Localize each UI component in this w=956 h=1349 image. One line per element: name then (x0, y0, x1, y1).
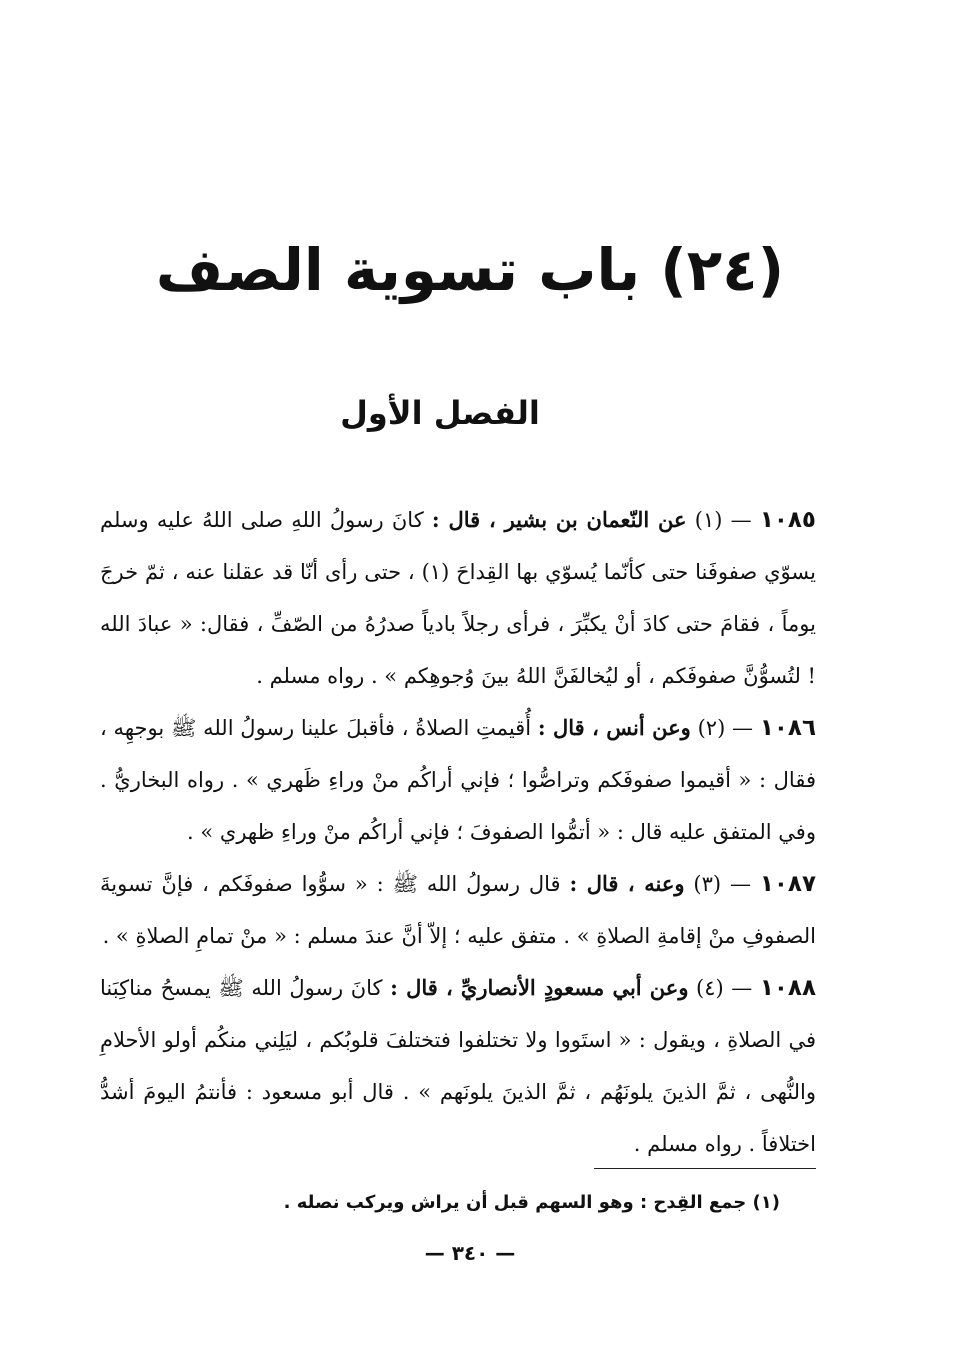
hadith-paragraph (100, 962, 816, 1170)
hadith-paragraph (100, 494, 816, 702)
hadith-text: قال رسولُ الله ﷺ : « سوُّوا صفوفَكم ، فإنَّ تسويةَ الصفوفِ منْ إقامةِ الصلاةِ » . متفق عليه ؛ إلاّ أنَّ عندَ مسلم : « منْ تمامِ الصلاةِ » . (100, 872, 816, 948)
section-title: الفصل الأول (340, 394, 540, 432)
hadith-reference: — (٤) (696, 976, 753, 1000)
hadith-paragraph (100, 858, 816, 962)
hadith-reference: — (٣) (693, 872, 751, 896)
hadith-number: ١٠٨٨ (759, 975, 816, 1001)
hadith-number: ١٠٨٦ (759, 715, 816, 741)
footnote-divider (594, 1168, 816, 1169)
chapter-title: (٢٤) باب تسوية الصف (155, 236, 785, 304)
hadith-list (100, 494, 816, 1170)
hadith-reference: — (٢) (697, 716, 754, 740)
hadith-narrator: وعن أنس ، قال : (537, 715, 691, 740)
hadith-text: كانَ رسولُ اللهِ صلى اللهُ عليه وسلم يسوّي صفوفَنا حتى كأنّما يُسوّي بها القِداحَ (١) ، حتى رأى أنّا قد عقلنا عنه ، ثمّ خرجَ يوماً ، فقامَ حتى كادَ أنْ يكبِّرَ ، فرأى رجلاً بادياً صدرُهُ من الصّفِّ ، فقال: « عبادَ الله ! لتُسوُّنَّ صفوفَكم ، أو ليُخالفَنَّ اللهُ بينَ وُجوهِكم » . رواه مسلم . (100, 508, 816, 688)
hadith-number: ١٠٨٥ (759, 507, 816, 533)
hadith-narrator: وعن أبي مسعودٍ الأنصاريِّ ، قال : (390, 975, 689, 1000)
hadith-narrator: عن النّعمان بن بشير ، قال : (431, 507, 687, 532)
hadith-text: كانَ رسولُ الله ﷺ يمسحُ مناكِبَنا في الصلاةِ ، ويقول : « استَووا ولا تختلفوا فتختلفَ قلوبُكم ، ليَلِني منكُم أولو الأحلامِ والنُّهى ، ثمَّ الذينَ يلونَهُم ، ثمَّ الذينَ يلونَهم » . قال أبو مسعود : فأنتمُ اليومَ أشدُّ اختلافاً . رواه مسلم . (100, 976, 816, 1156)
hadith-reference: — (١) (694, 508, 752, 532)
hadith-number: ١٠٨٧ (759, 871, 816, 897)
page-number: — ٣٤٠ — (424, 1241, 516, 1265)
footnote: (١) جمع القِدح : وهو السهم قبل أن يراش ويركب نصله . (283, 1192, 780, 1213)
hadith-narrator: وعنه ، قال : (569, 871, 685, 896)
hadith-text: أُقيمتِ الصلاةُ ، فأقبلَ علينا رسولُ الله ﷺ بوجهِه ، فقال : « أقيموا صفوفَكم وتراصُّوا ؛ فإني أراكُم منْ وراءِ ظَهري » . رواه البخاريُّ . وفي المتفق عليه قال : « أتمُّوا الصفوفَ ؛ فإني أراكُم منْ وراءِ ظهري » . (100, 716, 816, 844)
hadith-paragraph (100, 702, 816, 858)
